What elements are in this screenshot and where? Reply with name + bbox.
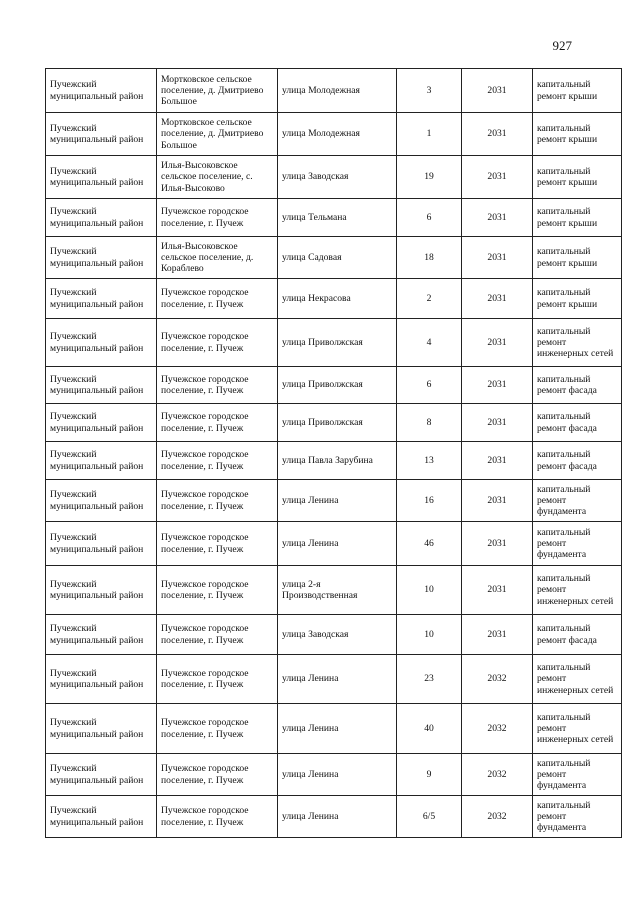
district-cell: Пучежский муниципальный район [46, 566, 157, 615]
work-type-cell: капитальный ремонт инженерных сетей [533, 319, 622, 367]
settlement-cell: Пучежское городское поселение, г. Пучеж [157, 796, 278, 838]
district-cell: Пучежский муниципальный район [46, 237, 157, 279]
settlement-cell: Илья-Высоковское сельское поселение, с. Илья-Высоково [157, 156, 278, 199]
page-number: 927 [552, 38, 572, 53]
street-cell: улица Молодежная [278, 113, 397, 156]
street-cell: улица Тельмана [278, 199, 397, 237]
work-type-cell: капитальный ремонт крыши [533, 279, 622, 319]
district-cell: Пучежский муниципальный район [46, 156, 157, 199]
year-cell: 2032 [462, 796, 533, 838]
district-cell: Пучежский муниципальный район [46, 319, 157, 367]
street-cell: улица Ленина [278, 655, 397, 704]
year-cell: 2031 [462, 566, 533, 615]
settlement-cell: Илья-Высоковское сельское поселение, д. Кораблево [157, 237, 278, 279]
street-cell: улица Приволжская [278, 319, 397, 367]
work-type-cell: капитальный ремонт фасада [533, 404, 622, 442]
settlement-cell: Пучежское городское поселение, г. Пучеж [157, 367, 278, 404]
settlement-cell: Пучежское городское поселение, г. Пучеж [157, 279, 278, 319]
work-type-cell: капитальный ремонт инженерных сетей [533, 655, 622, 704]
work-type-cell: капитальный ремонт фасада [533, 615, 622, 655]
year-cell: 2031 [462, 367, 533, 404]
house-number-cell: 10 [397, 566, 462, 615]
street-cell: улица Заводская [278, 156, 397, 199]
year-cell: 2031 [462, 442, 533, 480]
year-cell: 2031 [462, 615, 533, 655]
street-cell: улица Заводская [278, 615, 397, 655]
work-type-cell: капитальный ремонт крыши [533, 69, 622, 113]
work-type-cell: капитальный ремонт фундамента [533, 522, 622, 566]
settlement-cell: Пучежское городское поселение, г. Пучеж [157, 480, 278, 522]
house-number-cell: 13 [397, 442, 462, 480]
year-cell: 2031 [462, 113, 533, 156]
district-cell: Пучежский муниципальный район [46, 199, 157, 237]
street-cell: улица Павла Зарубина [278, 442, 397, 480]
district-cell: Пучежский муниципальный район [46, 404, 157, 442]
house-number-cell: 19 [397, 156, 462, 199]
settlement-cell: Пучежское городское поселение, г. Пучеж [157, 655, 278, 704]
district-cell: Пучежский муниципальный район [46, 754, 157, 796]
house-number-cell: 18 [397, 237, 462, 279]
settlement-cell: Пучежское городское поселение, г. Пучеж [157, 615, 278, 655]
street-cell: улица 2-я Производственная [278, 566, 397, 615]
house-number-cell: 6/5 [397, 796, 462, 838]
table-row [46, 655, 622, 704]
street-cell: улица Приволжская [278, 404, 397, 442]
year-cell: 2031 [462, 480, 533, 522]
table-row [46, 522, 622, 566]
table-row [46, 69, 622, 113]
district-cell: Пучежский муниципальный район [46, 615, 157, 655]
table-row [46, 113, 622, 156]
settlement-cell: Пучежское городское поселение, г. Пучеж [157, 404, 278, 442]
table-row [46, 237, 622, 279]
year-cell: 2031 [462, 319, 533, 367]
work-type-cell: капитальный ремонт фундамента [533, 754, 622, 796]
year-cell: 2031 [462, 279, 533, 319]
settlement-cell: Пучежское городское поселение, г. Пучеж [157, 522, 278, 566]
house-number-cell: 16 [397, 480, 462, 522]
work-type-cell: капитальный ремонт фундамента [533, 480, 622, 522]
district-cell: Пучежский муниципальный район [46, 480, 157, 522]
table-row [46, 704, 622, 754]
house-number-cell: 1 [397, 113, 462, 156]
house-number-cell: 6 [397, 199, 462, 237]
table-row [46, 156, 622, 199]
house-number-cell: 23 [397, 655, 462, 704]
house-number-cell: 4 [397, 319, 462, 367]
district-cell: Пучежский муниципальный район [46, 113, 157, 156]
settlement-cell: Пучежское городское поселение, г. Пучеж [157, 704, 278, 754]
work-type-cell: капитальный ремонт крыши [533, 113, 622, 156]
work-type-cell: капитальный ремонт фундамента [533, 796, 622, 838]
table-row [46, 480, 622, 522]
table-row [46, 199, 622, 237]
work-type-cell: капитальный ремонт крыши [533, 199, 622, 237]
settlement-cell: Пучежское городское поселение, г. Пучеж [157, 754, 278, 796]
table-row [46, 566, 622, 615]
house-number-cell: 46 [397, 522, 462, 566]
work-type-cell: капитальный ремонт фасада [533, 367, 622, 404]
settlement-cell: Пучежское городское поселение, г. Пучеж [157, 199, 278, 237]
district-cell: Пучежский муниципальный район [46, 796, 157, 838]
work-type-cell: капитальный ремонт крыши [533, 237, 622, 279]
district-cell: Пучежский муниципальный район [46, 367, 157, 404]
street-cell: улица Ленина [278, 754, 397, 796]
year-cell: 2031 [462, 522, 533, 566]
house-number-cell: 2 [397, 279, 462, 319]
district-cell: Пучежский муниципальный район [46, 69, 157, 113]
table-row [46, 404, 622, 442]
house-number-cell: 6 [397, 367, 462, 404]
settlement-cell: Пучежское городское поселение, г. Пучеж [157, 442, 278, 480]
district-cell: Пучежский муниципальный район [46, 279, 157, 319]
street-cell: улица Молодежная [278, 69, 397, 113]
settlement-cell: Мортковское сельское поселение, д. Дмитриево Большое [157, 113, 278, 156]
street-cell: улица Приволжская [278, 367, 397, 404]
district-cell: Пучежский муниципальный район [46, 522, 157, 566]
work-type-cell: капитальный ремонт крыши [533, 156, 622, 199]
table-row [46, 796, 622, 838]
year-cell: 2031 [462, 69, 533, 113]
street-cell: улица Ленина [278, 704, 397, 754]
table-row [46, 279, 622, 319]
settlement-cell: Пучежское городское поселение, г. Пучеж [157, 319, 278, 367]
house-number-cell: 9 [397, 754, 462, 796]
year-cell: 2031 [462, 237, 533, 279]
table-row [46, 367, 622, 404]
street-cell: улица Ленина [278, 522, 397, 566]
year-cell: 2032 [462, 655, 533, 704]
district-cell: Пучежский муниципальный район [46, 442, 157, 480]
house-number-cell: 10 [397, 615, 462, 655]
table-row [46, 615, 622, 655]
settlement-cell: Пучежское городское поселение, г. Пучеж [157, 566, 278, 615]
year-cell: 2031 [462, 199, 533, 237]
year-cell: 2032 [462, 754, 533, 796]
table-row [46, 754, 622, 796]
table-body [46, 69, 622, 838]
year-cell: 2031 [462, 156, 533, 199]
house-number-cell: 40 [397, 704, 462, 754]
house-number-cell: 8 [397, 404, 462, 442]
year-cell: 2032 [462, 704, 533, 754]
street-cell: улица Ленина [278, 480, 397, 522]
year-cell: 2031 [462, 404, 533, 442]
street-cell: улица Некрасова [278, 279, 397, 319]
house-number-cell: 3 [397, 69, 462, 113]
settlement-cell: Мортковское сельское поселение, д. Дмитриево Большое [157, 69, 278, 113]
table-row [46, 442, 622, 480]
district-cell: Пучежский муниципальный район [46, 704, 157, 754]
street-cell: улица Ленина [278, 796, 397, 838]
housing-repair-table [45, 68, 622, 838]
table-row [46, 319, 622, 367]
work-type-cell: капитальный ремонт инженерных сетей [533, 566, 622, 615]
work-type-cell: капитальный ремонт фасада [533, 442, 622, 480]
district-cell: Пучежский муниципальный район [46, 655, 157, 704]
street-cell: улица Садовая [278, 237, 397, 279]
work-type-cell: капитальный ремонт инженерных сетей [533, 704, 622, 754]
